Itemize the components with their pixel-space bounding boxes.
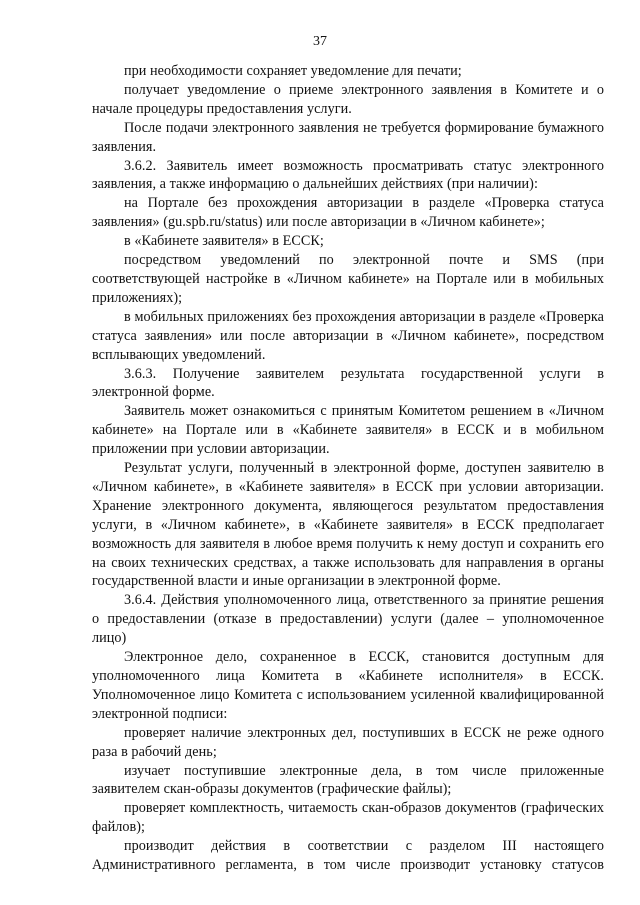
paragraph: Электронное дело, сохраненное в ЕССК, становится доступным для уполномоченного лица Комитета в «Кабинете исполнителя» в ЕССК. Уполномоченное лицо Комитета с использованием усиленной квалифицированной электронной подписи: bbox=[92, 649, 604, 722]
paragraph: После подачи электронного заявления не требуется формирование бумажного заявления. bbox=[92, 119, 604, 155]
paragraph: получает уведомление о приеме электронного заявления в Комитете и о начале процедуры предоставления услуги. bbox=[92, 81, 604, 117]
page-number: 37 bbox=[313, 34, 327, 49]
document-body bbox=[92, 62, 604, 875]
paragraph: в мобильных приложениях без прохождения авторизации в разделе «Проверка статуса заявления» или после авторизации в «Личном кабинете», посредством всплывающих уведомлений. bbox=[92, 308, 604, 363]
paragraph: проверяет наличие электронных дел, поступивших в ЕССК не реже одного раза в рабочий день; bbox=[92, 724, 604, 760]
paragraph: 3.6.3. Получение заявителем результата государственной услуги в электронной форме. bbox=[92, 365, 604, 401]
paragraph: 3.6.4. Действия уполномоченного лица, ответственного за принятие решения о предоставлении (отказе в предоставлении) услуги (далее – уполномоченное лицо) bbox=[92, 592, 604, 647]
paragraph: на Портале без прохождения авторизации в разделе «Проверка статуса заявления» (gu.spb.ru/status) или после авторизации в «Личном кабинете»; bbox=[92, 195, 604, 231]
paragraph: производит действия в соответствии с разделом III настоящего Административного регламента, в том числе производит установку статусов bbox=[92, 838, 604, 874]
paragraph: посредством уведомлений по электронной почте и SMS (при соответствующей настройке в «Личном кабинете» на Портале или в мобильных приложениях); bbox=[92, 252, 604, 306]
paragraph: 3.6.2. Заявитель имеет возможность просматривать статус электронного заявления, а также информацию о дальнейших действиях (при наличии): bbox=[92, 157, 604, 193]
paragraph: проверяет комплектность, читаемость скан-образов документов (графических файлов); bbox=[92, 800, 604, 836]
paragraph: в «Кабинете заявителя» в ЕССК; bbox=[124, 233, 324, 250]
paragraph: при необходимости сохраняет уведомление для печати; bbox=[124, 63, 462, 79]
paragraph: Заявитель может ознакомиться с принятым Комитетом решением в «Личном кабинете» на Портале или в «Кабинете заявителя» в ЕССК и в мобильном приложении при условии авторизации. bbox=[92, 403, 604, 458]
paragraph: изучает поступившие электронные дела, в том числе приложенные заявителем скан-образы документов (графические файлы); bbox=[92, 762, 604, 798]
paragraph: Результат услуги, полученный в электронной форме, доступен заявителю в «Личном кабинете», в «Кабинете заявителя» в ЕССК при условии авторизации. Хранение электронного документа, являющегося результатом предоставления услуги, в «Личном кабинете», в «Кабинете заявителя» в ЕССК предполагает возможность для заявителя в любое время получить к нему доступ и сохранить его на своих технических средствах, а также использовать для направления в органы государственной власти и иные организации в электронной форме. bbox=[92, 460, 604, 590]
